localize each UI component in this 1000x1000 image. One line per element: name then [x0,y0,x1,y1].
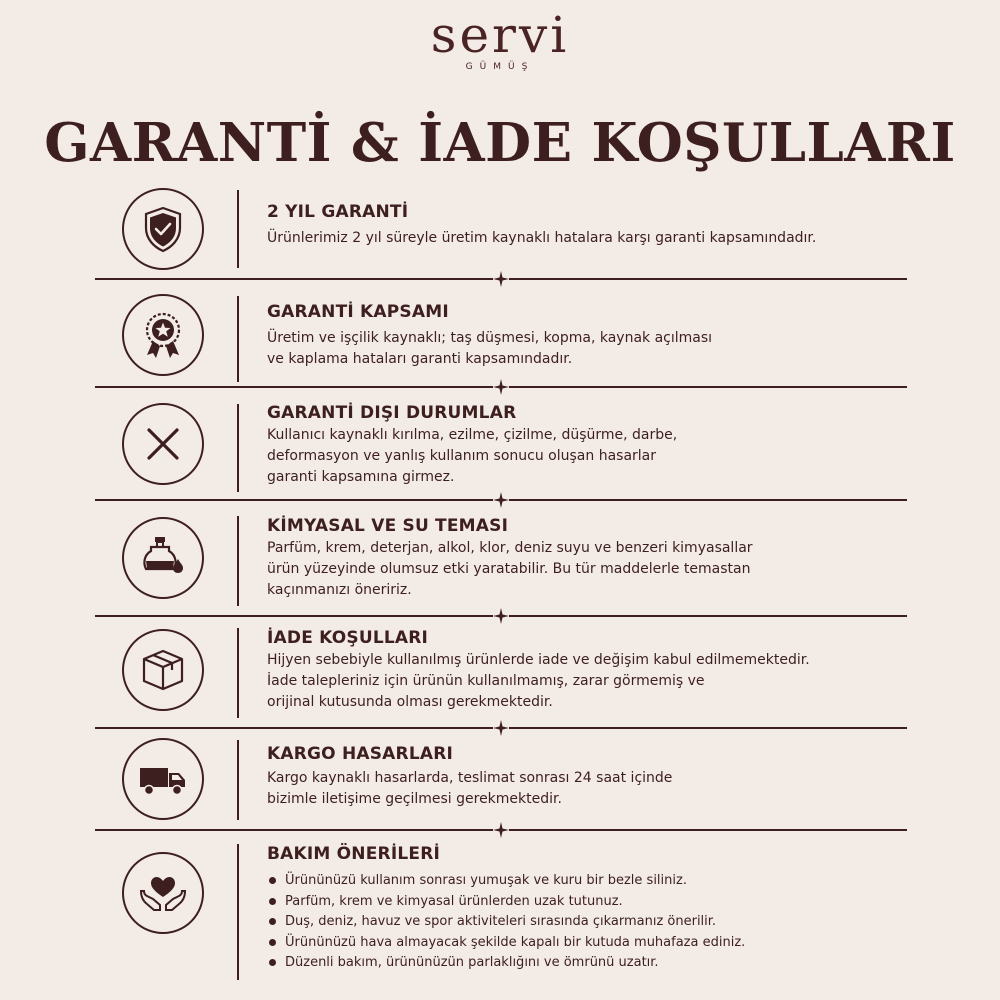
section-title: BAKIM ÖNERİLERİ [267,844,441,864]
section-returns [95,624,907,720]
section-divider [95,824,907,836]
section-text: Üretim ve işçilik kaynaklı; taş düşmesi, kopma, kaynak açılması ve kaplama hataları garanti kapsamındadır. [267,330,713,367]
section-title: 2 YIL GARANTİ [267,202,409,222]
section-divider [95,722,907,734]
sparkle-icon [493,720,509,736]
sparkle-icon [493,271,509,287]
section-exclusions [95,400,907,492]
section-divider [95,381,907,393]
section-warranty [95,188,907,270]
brand-subtitle: GÜMÜŞ [465,62,535,72]
section-divider [95,273,907,285]
brand-name: servi [430,6,570,64]
section-shipping [95,736,907,822]
section-chemicals [95,512,907,608]
perfume-drop-icon [122,517,204,599]
section-text: Kullanıcı kaynaklı kırılma, ezilme, çizilme, düşürme, darbe, deformasyon ve yanlış kullanım sonucu oluşan hasarlar garanti kapsamına girmez. [267,427,678,485]
sparkle-icon [493,822,509,838]
truck-icon [122,738,204,820]
vertical-divider [237,190,239,268]
sparkle-icon [493,492,509,508]
sparkle-icon [493,379,509,395]
award-badge-icon [122,294,204,376]
list-item: Ürününüzü kullanım sonrası yumuşak ve kuru bir bezle siliniz. [267,871,907,892]
vertical-divider [237,516,239,606]
section-title: KİMYASAL VE SU TEMASI [267,516,509,536]
vertical-divider [237,740,239,820]
page-title: GARANTİ & İADE KOŞULLARI [44,112,956,174]
section-title: KARGO HASARLARI [267,744,454,764]
vertical-divider [237,296,239,382]
section-coverage [95,292,907,382]
section-title: İADE KOŞULLARI [267,628,429,648]
section-text: Ürünlerimiz 2 yıl süreyle üretim kaynaklı hatalara karşı garanti kapsamındadır. [267,230,817,246]
section-text: Hijyen sebebiyle kullanılmış ürünlerde iade ve değişim kabul edilmemektedir. İade talepleriniz için ürünün kullanılmamış, zarar görmemiş ve orijinal kutusunda olması gerekmektedir. [267,652,810,710]
list-item: Duş, deniz, havuz ve spor aktiviteleri sırasında çıkarmanız önerilir. [267,912,907,933]
section-divider [95,610,907,622]
vertical-divider [237,844,239,980]
care-list [267,871,907,974]
box-icon [122,629,204,711]
section-care [95,840,907,980]
section-title: GARANTİ DIŞI DURUMLAR [267,403,517,423]
list-item: Düzenli bakım, ürününüzün parlaklığını ve ömrünü uzatır. [267,953,907,974]
shield-check-icon [122,188,204,270]
section-text: Kargo kaynaklı hasarlarda, teslimat sonrası 24 saat içinde bizimle iletişime geçilmesi gerekmektedir. [267,770,673,807]
heart-hands-icon [122,852,204,934]
vertical-divider [237,404,239,492]
section-title: GARANTİ KAPSAMI [267,302,449,322]
cross-icon [122,403,204,485]
list-item: Ürününüzü hava almayacak şekilde kapalı bir kutuda muhafaza ediniz. [267,933,907,954]
vertical-divider [237,628,239,718]
section-text: Parfüm, krem, deterjan, alkol, klor, deniz suyu ve benzeri kimyasallar ürün yüzeyinde olumsuz etki yaratabilir. Bu tür maddelerle temastan kaçınmanızı öneririz. [267,540,753,598]
brand-logo [0,6,1000,72]
list-item: Parfüm, krem ve kimyasal ürünlerden uzak tutunuz. [267,892,907,913]
sparkle-icon [493,608,509,624]
section-divider [95,494,907,506]
